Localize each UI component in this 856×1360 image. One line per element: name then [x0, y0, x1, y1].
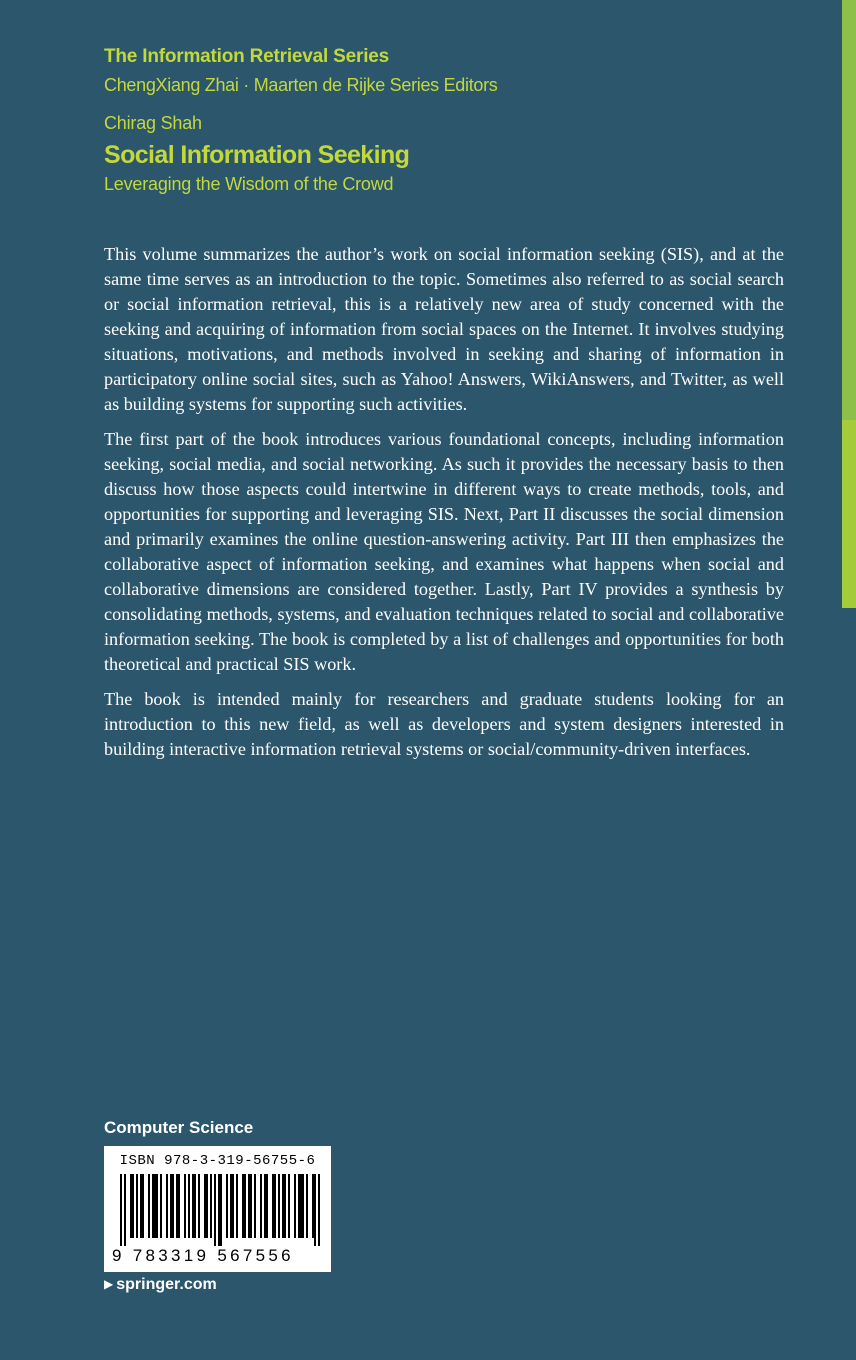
barcode-bar — [206, 1174, 208, 1238]
series-title: The Information Retrieval Series — [104, 46, 390, 67]
barcode-bar — [132, 1174, 134, 1238]
barcode-bar — [314, 1174, 316, 1246]
barcode-bar — [198, 1174, 200, 1238]
barcode-bar — [166, 1174, 168, 1238]
website-label: springer.com — [116, 1276, 217, 1293]
book-title: Social Information Seeking — [104, 141, 410, 169]
barcode-bar — [140, 1174, 142, 1238]
spine-edge-green-lower — [842, 420, 856, 608]
barcode-bar — [244, 1174, 246, 1238]
barcode-digits: 9 783319 567556 — [112, 1246, 294, 1265]
barcode-bar — [124, 1174, 126, 1246]
barcode-bar — [302, 1174, 304, 1238]
barcode-bar — [284, 1174, 286, 1238]
blurb-paragraph: The book is intended mainly for researchers and graduate students looking for an introduction to this new field, as well as developers and system designers interested in building interactive information retrieval systems or social/community-driven interfaces. — [104, 689, 784, 759]
barcode-bar — [218, 1174, 220, 1246]
barcode-bar — [230, 1174, 232, 1238]
barcode-bar — [278, 1174, 280, 1238]
barcode-bar — [188, 1174, 190, 1238]
barcode-bar — [220, 1174, 222, 1246]
barcode-bar — [184, 1174, 186, 1238]
barcode-bar — [274, 1174, 276, 1238]
barcode-bar — [176, 1174, 178, 1238]
barcode-bar — [242, 1174, 244, 1238]
barcode-bar — [300, 1174, 302, 1238]
barcode-bar — [232, 1174, 234, 1238]
author-name: Chirag Shah — [104, 113, 202, 133]
barcode-bar — [318, 1174, 320, 1246]
blurb-paragraph: This volume summarizes the author’s work on social information seeking (SIS), and at the same time serves as an introduction to the topic. Sometimes also referred to as social search or social information retrieval, this is a relatively new area of study concerned with the seeking and acquiring of information from social spaces on the Internet. It involves studying situations, motivations, and methods involved in seeking and sharing of information in participatory online social sites, such as Yahoo! Answers, WikiAnswers, and Twitter, as well as building systems for supporting such activities. — [104, 244, 784, 414]
barcode-bar — [154, 1174, 156, 1238]
barcode-bar — [192, 1174, 194, 1238]
barcode-bar — [204, 1174, 206, 1238]
barcode-bar — [156, 1174, 158, 1238]
isbn-label: ISBN 978-3-319-56755-6 — [119, 1153, 316, 1169]
barcode-bar — [306, 1174, 308, 1238]
barcode-bar — [248, 1174, 250, 1238]
barcode-bar — [160, 1174, 162, 1238]
blurb-paragraph: The first part of the book introduces various foundational concepts, including information seeking, social media, and social networking. As such it provides the necessary basis to then discuss how those aspects could intertwine in different ways to create methods, tools, and opportunities for supporting and leveraging SIS. Next, Part II discusses the social dimension and primarily examines the online question-answering activity. Part III then emphasizes the collaborative aspect of information seeking, and examines what happens when social and collaborative dimensions are considered together. Lastly, Part IV provides a synthesis by consolidating methods, systems, and evaluation techniques related to social and collaborative information seeking. The book is completed by a list of challenges and opportunities for both theoretical and practical SIS work. — [104, 429, 784, 674]
barcode-bar — [172, 1174, 174, 1238]
series-editors: ChengXiang Zhai · Maarten de Rijke Series Editors — [104, 75, 498, 95]
blurb — [104, 242, 784, 772]
barcode-bar — [130, 1174, 132, 1238]
barcode-bar — [142, 1174, 144, 1238]
barcode-bar — [210, 1174, 212, 1238]
barcode-bar — [194, 1174, 196, 1238]
barcode-bar — [294, 1174, 296, 1238]
barcode-bar — [288, 1174, 290, 1238]
barcode-bar — [266, 1174, 268, 1238]
barcode-bar — [214, 1174, 216, 1246]
barcode-bar — [120, 1174, 122, 1246]
barcode-bar — [148, 1174, 150, 1238]
barcode-bar — [254, 1174, 256, 1238]
barcode-bar — [236, 1174, 238, 1238]
subject-category: Computer Science — [104, 1118, 254, 1137]
book-subtitle: Leveraging the Wisdom of the Crowd — [104, 174, 394, 194]
barcode-bar — [170, 1174, 172, 1238]
spine-edge-green — [842, 0, 856, 420]
barcode-bar — [260, 1174, 262, 1238]
barcode-bar — [152, 1174, 154, 1238]
barcode-bar — [282, 1174, 284, 1238]
barcode-bar — [298, 1174, 300, 1238]
barcode-bar — [312, 1174, 314, 1238]
barcode-bar — [226, 1174, 228, 1238]
barcode-bar — [250, 1174, 252, 1238]
barcode-box — [104, 1146, 331, 1272]
barcode-bar — [136, 1174, 138, 1238]
website-link[interactable] — [104, 1276, 217, 1294]
barcode-bar — [272, 1174, 274, 1238]
barcode-icon — [114, 1174, 321, 1246]
barcode-bar — [178, 1174, 180, 1238]
triangle-right-icon: ▶ — [104, 1277, 114, 1291]
barcode-bar — [264, 1174, 266, 1238]
